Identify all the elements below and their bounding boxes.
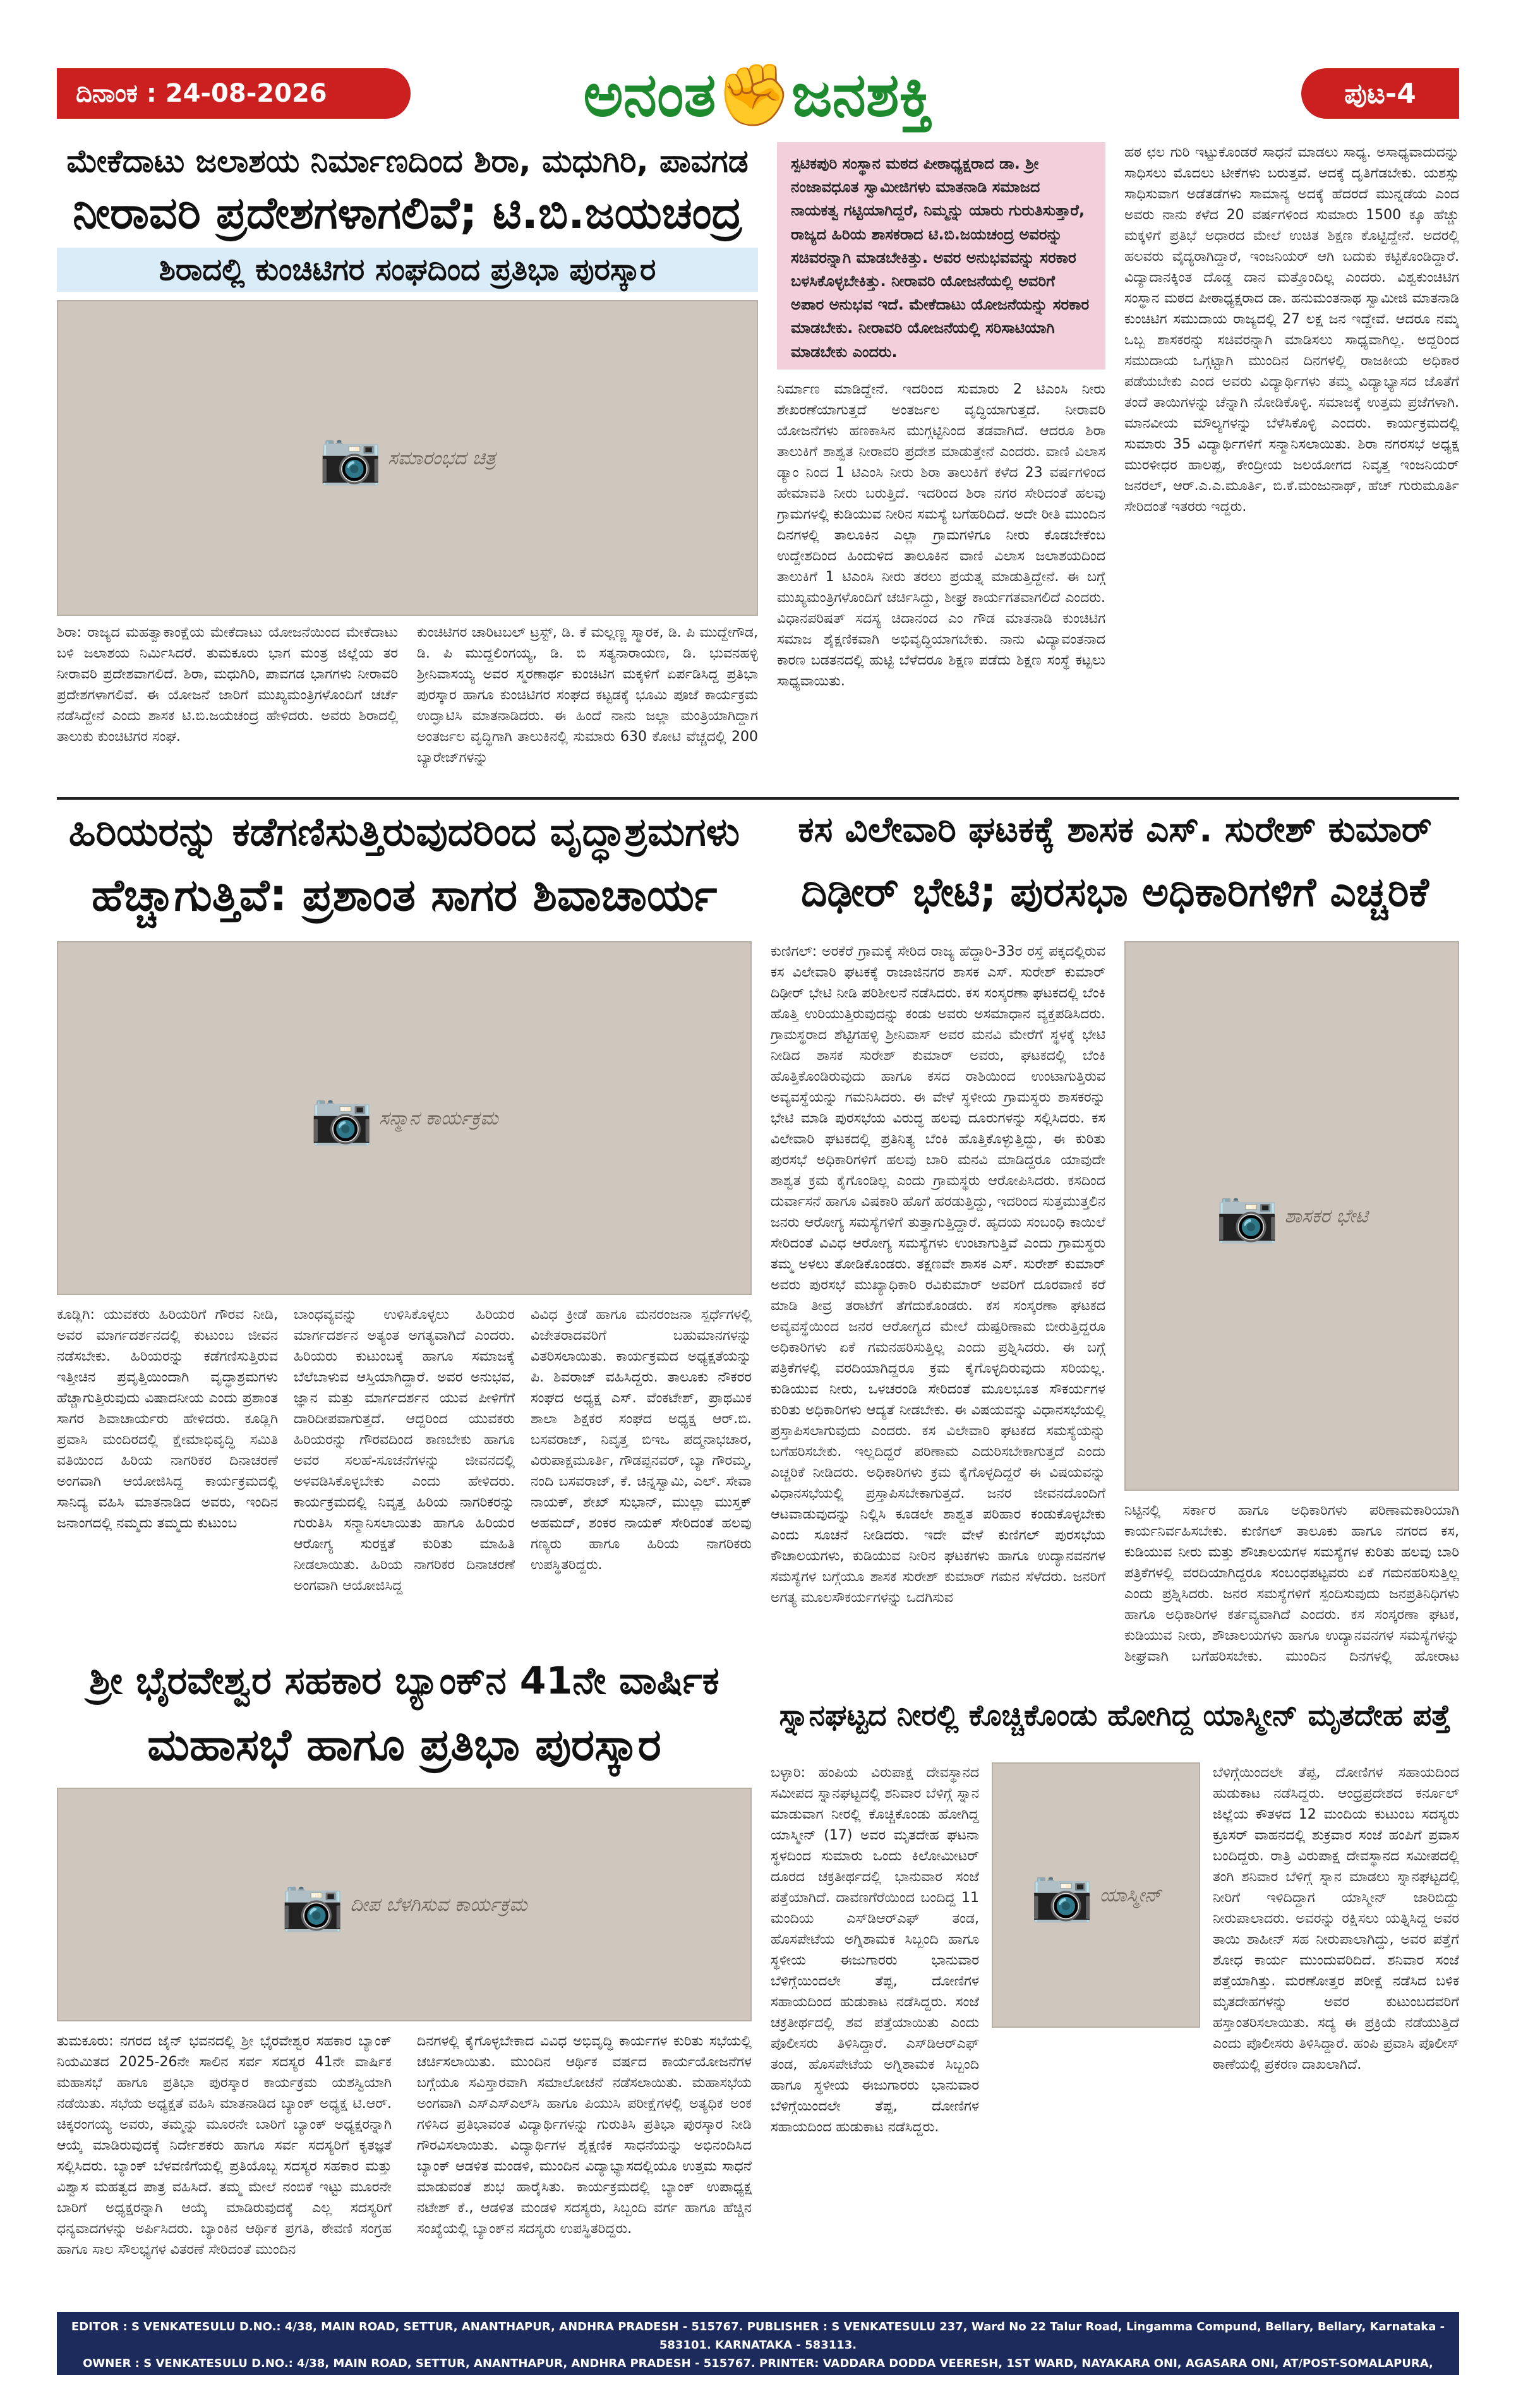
story4-headline-2: ಮಹಾಸಭೆ ಹಾಗೂ ಪ್ರತಿಭಾ ಪುರಸ್ಕಾರ xyxy=(147,1719,661,1771)
divider xyxy=(57,797,1459,800)
story5-col1: ಬಳ್ಳಾರಿ: ಹಂಪಿಯ ವಿರುಪಾಕ್ಷ ದೇವಸ್ಥಾನದ ಸಮೀಪದ ಸ್ನಾನಘಟ್ಟದಲ್ಲಿ ಶನಿವಾರ ಬೆಳಿಗ್ಗೆ ಸ್ನಾನ ಮಾಡುವಾಗ ನೀರಲ್ಲಿ ಕೊಚ್ಚಿಕೊಂಡು ಹೋಗಿದ್ದ ಯಾಸ್ಮೀನ್ (17) ಅವರ ಮೃತದೇಹ ಘಟನಾ ಸ್ಥಳದಿಂದ ಸುಮಾರು ಒಂದು ಕಿಲೋಮೀಟರ್ ದೂರದ ಚಕ್ರತೀರ್ಥದಲ್ಲಿ ಭಾನುವಾರ ಸಂಜೆ ಪತ್ತೆಯಾಗಿದೆ. ದಾವಣಗೆರೆಯಿಂದ ಬಂದಿದ್ದ 11 ಮಂದಿಯ ಎಸ್‌ಡಿಆರ್‌ಎಫ್ ತಂಡ, ಹೊಸಪೇಟೆಯ ಅಗ್ನಿಶಾಮಕ ಸಿಬ್ಬಂದಿ ಹಾಗೂ ಸ್ಥಳೀಯ ಈಜುಗಾರರು ಭಾನುವಾರ ಬೆಳಿಗ್ಗೆಯಿಂದಲೇ ತೆಪ್ಪ, ದೋಣಿಗಳ ಸಹಾಯದಿಂದ ಹುಡುಕಾಟ ನಡೆಸಿದ್ದರು. ಸಂಜೆ ಚಕ್ರತೀರ್ಥದಲ್ಲಿ ಶವ ಪತ್ತೆಯಾಯಿತು ಎಂದು ಪೊಲೀಸರು ತಿಳಿಸಿದ್ದಾರೆ. ಎಸ್‌ಡಿಆರ್‌ಎಫ್ ತಂಡ, ಹೊಸಪೇಟೆಯ ಅಗ್ನಿಶಾಮಕ ಸಿಬ್ಬಂದಿ ಹಾಗೂ ಸ್ಥಳೀಯ ಈಜುಗಾರರು ಭಾನುವಾರ ಬೆಳಿಗ್ಗೆಯಿಂದಲೇ ತೆಪ್ಪ, ದೋಣಿಗಳ ಸಹಾಯದಿಂದ ಹುಡುಕಾಟ ನಡೆಸಿದ್ದರು. xyxy=(771,1765,979,2135)
story1-col2: ಕುಂಚಿಟಿಗರ ಚಾರಿಟಬಲ್ ಟ್ರಸ್ಟ್, ಡಿ. ಕೆ ಮಲ್ಲಣ್ಣ ಸ್ಮಾರಕ, ಡಿ. ಪಿ ಮುದ್ದೇಗೌಡ, ಡಿ. ಪಿ ಮುದ್ದಲಿಂಗಯ್ಯ, ಡಿ. ಬಿ ಸತ್ಯನಾರಾಯಣ, ಡಿ. ಭುವನಹಳ್ಳಿ ಶ್ರೀನಿವಾಸಯ್ಯ ಅವರ ಸ್ಮರಣಾರ್ಥ ಕುಂಚಿಟಿಗ ಮಕ್ಕಳಿಗೆ ಏರ್ಪಡಿಸಿದ್ದ ಪ್ರತಿಭಾ ಪುರಸ್ಕಾರ ಹಾಗೂ ಕುಂಚಿಟಿಗರ ಸಂಘದ ಕಟ್ಟಡಕ್ಕೆ ಭೂಮಿ ಪೂಜೆ ಕಾರ್ಯಕ್ರಮ ಉದ್ಘಾಟಿಸಿ ಮಾತನಾಡಿದರು. ಈ ಹಿಂದೆ ನಾನು ಜಲ್ಲಾ ಮಂತ್ರಿಯಾಗಿದ್ದಾಗ ಅಂತರ್ಜಲ ವೃದ್ಧಿಗಾಗಿ ತಾಲುಕಿನಲ್ಲಿ ಸುಮಾರು 630 ಕೋಟಿ ವೆಚ್ಚದಲ್ಲಿ 200 ಬ್ಯಾರೇಜ್‌ಗಳನ್ನು xyxy=(417,625,758,766)
page-number: ಪುಟ-4 xyxy=(1301,68,1459,119)
story3-body: ಕುಣಿಗಲ್: ಅರಕೆರೆ ಗ್ರಾಮಕ್ಕೆ ಸೇರಿದ ರಾಜ್ಯ ಹೆದ್ದಾರಿ-33ರ ರಸ್ತೆ ಪಕ್ಕದಲ್ಲಿರುವ ಕಸ ವಿಲೇವಾರಿ ಘಟಕಕ್ಕೆ ರಾಜಾಜಿನಗರ ಶಾಸಕ ಎಸ್. ಸುರೇಶ್ ಕುಮಾರ್ ದಿಢೀರ್ ಭೇಟಿ ನೀಡಿ ಪರಿಶೀಲನೆ ನಡೆಸಿದರು. ಕಸ ಸಂಸ್ಕರಣಾ ಘಟಕದಲ್ಲಿ ಬೆಂಕಿ ಹೊತ್ತಿ ಉರಿಯುತ್ತಿರುವುದನ್ನು ಕಂಡು ಅವರು ಅಸಮಾಧಾನ ವ್ಯಕ್ತಪಡಿಸಿದರು. ಗ್ರಾಮಸ್ಥರಾದ ಶೆಟ್ಟಿಗಹಳ್ಳಿ ಶ್ರೀನಿವಾಸ್ ಅವರ ಮನವಿ ಮೇರೆಗೆ ಸ್ಥಳಕ್ಕೆ ಭೇಟಿ ನೀಡಿದ ಶಾಸಕ ಸುರೇಶ್ ಕುಮಾರ್ ಅವರು, ಘಟಕದಲ್ಲಿ ಬೆಂಕಿ ಹೊತ್ತಿಕೊಂಡಿರುವುದು ಹಾಗೂ ಕಸದ ರಾಶಿಯಿಂದ ಉಂಟಾಗುತ್ತಿರುವ ಅವ್ಯವಸ್ಥೆಯನ್ನು ಗಮನಿಸಿದರು. ಈ ವೇಳೆ ಸ್ಥಳೀಯ ಗ್ರಾಮಸ್ಥರು ಶಾಸಕರನ್ನು ಭೇಟಿ ಮಾಡಿ ಪುರಸಭೆಯ ವಿರುದ್ಧ ಹಲವು ದೂರುಗಳನ್ನು ಸಲ್ಲಿಸಿದರು. ಕಸ ವಿಲೇವಾರಿ ಘಟಕದಲ್ಲಿ ಪ್ರತಿನಿತ್ಯ ಬೆಂಕಿ ಹೊತ್ತಿಕೊಳ್ಳುತ್ತಿದ್ದು, ಈ ಕುರಿತು ಪುರಸಭೆ ಅಧಿಕಾರಿಗಳಿಗೆ ಹಲವು ಬಾರಿ ಮನವಿ ಮಾಡಿದ್ದರೂ ಯಾವುದೇ ಶಾಶ್ವತ ಕ್ರಮ ಕೈಗೊಂಡಿಲ್ಲ ಎಂದು ಗ್ರಾಮಸ್ಥರು ಆರೋಪಿಸಿದರು. ಕಸದಿಂದ ದುರ್ವಾಸನೆ ಹಾಗೂ ವಿಷಕಾರಿ ಹೊಗೆ ಹರಡುತ್ತಿದ್ದು, ಇದರಿಂದ ಸುತ್ತಮುತ್ತಲಿನ ಜನರು ಆರೋಗ್ಯ ಸಮಸ್ಯೆಗಳಿಗೆ ತುತ್ತಾಗುತ್ತಿದ್ದಾರೆ. ಹೃದಯ ಸಂಬಂಧಿ ಕಾಯಿಲೆ ಸೇರಿದಂತೆ ವಿವಿಧ ಆರೋಗ್ಯ ಸಮಸ್ಯೆಗಳು ಉಂಟಾಗುತ್ತಿವೆ ಎಂದು ಗ್ರಾಮಸ್ಥರು ತಮ್ಮ ಅಳಲು ತೋಡಿಕೊಂಡರು. ತಕ್ಷಣವೇ ಶಾಸಕ ಎಸ್. ಸುರೇಶ್ ಕುಮಾರ್ ಅವರು ಪುರಸಭೆ ಮುಖ್ಯಾಧಿಕಾರಿ ರವಿಕುಮಾರ್ ಅವರಿಗೆ ದೂರವಾಣಿ ಕರೆ ಮಾಡಿ ತೀವ್ರ ತರಾಟೆಗೆ ತೆಗೆದುಕೊಂಡರು. ಕಸ ಸಂಸ್ಕರಣಾ ಘಟಕದ ಅವ್ಯವಸ್ಥೆಯಿಂದ ಜನರ ಆರೋಗ್ಯದ ಮೇಲೆ ದುಷ್ಪರಿಣಾಮ ಬೀರುತ್ತಿದ್ದರೂ ಅಧಿಕಾರಿಗಳು ಏಕೆ ಗಮನಹರಿಸುತ್ತಿಲ್ಲ ಎಂದು ಪ್ರಶ್ನಿಸಿದರು. ಈ ಬಗ್ಗೆ ಪತ್ರಿಕೆಗಳಲ್ಲಿ ವರದಿಯಾಗಿದ್ದರೂ ಕ್ರಮ ಕೈಗೊಳ್ಳದಿರುವುದು ಸರಿಯಲ್ಲ. ಕುಡಿಯುವ ನೀರು, ಒಳಚರಂಡಿ ಸೇರಿದಂತೆ ಮೂಲಭೂತ ಸೌಕರ್ಯಗಳ ಕುರಿತು ಅಧಿಕಾರಿಗಳು ಆದ್ಯತೆ ನೀಡಬೇಕು. ಈ ವಿಷಯವನ್ನು ವಿಧಾನಸಭೆಯಲ್ಲಿ ಪ್ರಸ್ತಾಪಿಸಲಾಗುವುದು ಎಂದರು. ಕಸ ವಿಲೇವಾರಿ ಘಟಕದ ಸಮಸ್ಯೆಯನ್ನು ಬಗೆಹರಿಸಬೇಕು. ಇಲ್ಲದಿದ್ದರೆ ಪರಿಣಾಮ ಎದುರಿಸಬೇಕಾಗುತ್ತದೆ ಎಂದು ಎಚ್ಚರಿಕೆ ನೀಡಿದರು. ಅಧಿಕಾರಿಗಳು ಕ್ರಮ ಕೈಗೊಳ್ಳದಿದ್ದರೆ ಈ ವಿಷಯವನ್ನು ವಿಧಾನಸಭೆಯಲ್ಲಿ ಪ್ರಸ್ತಾಪಿಸಬೇಕಾಗುತ್ತದೆ. ಜನರ ಜೀವನದೊಂದಿಗೆ ಆಟವಾಡುವುದನ್ನು ನಿಲ್ಲಿಸಿ ಕೂಡಲೇ ಶಾಶ್ವತ ಪರಿಹಾರ ಕಂಡುಕೊಳ್ಳಬೇಕು ಎಂದು ಸೂಚನೆ ನೀಡಿದರು. ಇದೇ ವೇಳೆ ಕುಣಿಗಲ್ ಪುರಸಭೆಯ ಕೌಚಾಲಯಗಳು, ಕುಡಿಯುವ ನೀರಿನ ಘಟಕಗಳು ಹಾಗೂ ಉದ್ಯಾನವನಗಳ ಸಮಸ್ಯೆಗಳ ಬಗ್ಗೆಯೂ ಶಾಸಕ ಸುರೇಶ್ ಕುಮಾರ್ ಗಮನ ಸೆಳೆದರು. ಜನರಿಗೆ ಅಗತ್ಯ ಮೂಲಸೌಕರ್ಯಗಳನ್ನು ಒದಗಿಸುವ xyxy=(771,944,1105,1606)
story1-kicker: ಮೇಕೆದಾಟು ಜಲಾಶಯ ನಿರ್ಮಾಣದಿಂದ ಶಿರಾ, ಮಧುಗಿರಿ, ಪಾವಗಡ xyxy=(66,143,749,179)
story3-headline-1: ಕಸ ವಿಲೇವಾರಿ ಘಟಕಕ್ಕೆ ಶಾಸಕ ಎಸ್. ಸುರೇಶ್ ಕುಮಾರ್ xyxy=(798,809,1432,850)
camera-icon: 📷 xyxy=(281,1875,344,1934)
story1-subhead: ಶಿರಾದಲ್ಲಿ ಕುಂಚಿಟಿಗರ ಸಂಘದಿಂದ ಪ್ರತಿಭಾ ಪುರಸ್ಕಾರ xyxy=(57,248,758,292)
title-right: ಜನಶಕ್ತಿ xyxy=(791,59,933,130)
title-left: ಅನಂತ xyxy=(583,59,716,130)
story2-col2: ಬಾಂಧವ್ಯವನ್ನು ಉಳಿಸಿಕೊಳ್ಳಲು ಹಿರಿಯರ ಮಾರ್ಗದರ್ಶನ ಅತ್ಯಂತ ಅಗತ್ಯವಾಗಿದೆ ಎಂದರು. ಹಿರಿಯರು ಕುಟುಂಬಕ್ಕೆ ಹಾಗೂ ಸಮಾಜಕ್ಕೆ ಬೆಲೆಬಾಳುವ ಆಸ್ತಿಯಾಗಿದ್ದಾರೆ. ಅವರ ಅನುಭವ, ಜ್ಞಾನ ಮತ್ತು ಮಾರ್ಗದರ್ಶನ ಯುವ ಪೀಳಿಗೆಗೆ ದಾರಿದೀಪವಾಗುತ್ತದೆ. ಆದ್ದರಿಂದ ಯುವಕರು ಹಿರಿಯರನ್ನು ಗೌರವದಿಂದ ಕಾಣಬೇಕು ಹಾಗೂ ಅವರ ಸಲಹೆ-ಸೂಚನೆಗಳನ್ನು ಜೀವನದಲ್ಲಿ ಅಳವಡಿಸಿಕೊಳ್ಳಬೇಕು ಎಂದು ಹೇಳಿದರು. ಕಾರ್ಯಕ್ರಮದಲ್ಲಿ ನಿವೃತ್ತ ಹಿರಿಯ ನಾಗರಿಕರನ್ನು ಗುರುತಿಸಿ ಸನ್ಮಾನಿಸಲಾಯಿತು ಹಾಗೂ ಹಿರಿಯರ ಆರೋಗ್ಯ ಸುರಕ್ಷತೆ ಕುರಿತು ಮಾಹಿತಿ ನೀಡಲಾಯಿತು. ಹಿರಿಯ ನಾಗರಿಕರ ದಿನಾಚರಣೆ ಅಂಗವಾಗಿ ಆಯೋಜಿಸಿದ್ದ xyxy=(294,1307,515,1594)
story1-quote-box: ಸ್ಪಟಿಕಪುರಿ ಸಂಸ್ಥಾನ ಮಠದ ಪೀಠಾಧ್ಯಕ್ಷರಾದ ಡಾ. ಶ್ರೀ ನಂಜಾವಧೂತ ಸ್ವಾಮೀಜಿಗಳು ಮಾತನಾಡಿ ಸಮಾಜದ ನಾಯಕತ್ವ ಗಟ್ಟಿಯಾಗಿದ್ದರೆ, ನಿಮ್ಮನ್ನು ಯಾರು ಗುರುತಿಸುತ್ತಾರೆ, ರಾಜ್ಯದ ಹಿರಿಯ ಶಾಸಕರಾದ ಟಿ.ಬಿ.ಜಯಚಂದ್ರ ಅವರನ್ನು ಸಚಿವರನ್ನಾಗಿ ಮಾಡಬೇಕಿತ್ತು. ಅವರ ಅನುಭವವನ್ನು ಸರಕಾರ ಬಳಸಿಕೊಳ್ಳಬೇಕಿತ್ತು. ನೀರಾವರಿ ಯೋಜನೆಯಲ್ಲಿ ಅವರಿಗೆ ಅಪಾರ ಅನುಭವ ಇದೆ. ಮೇಕೆದಾಟು ಯೋಜನೆಯನ್ನು ಸರಕಾರ ಮಾಡಬೇಕು. ನೀರಾವರಿ ಯೋಜನೆಯಲ್ಲಿ ಸರಿಸಾಟಿಯಾಗಿ ಮಾಡಬೇಕು ಎಂದರು. xyxy=(777,142,1105,370)
story1-headline: ನೀರಾವರಿ ಪ್ರದೇಶಗಳಾಗಲಿವೆ; ಟಿ.ಬಿ.ಜಯಚಂದ್ರ xyxy=(73,187,742,239)
story3-photo xyxy=(1124,941,1459,1491)
story5-photo xyxy=(992,1762,1200,2028)
story4-col1: ತುಮಕೂರು: ನಗರದ ಜೈನ್ ಭವನದಲ್ಲಿ ಶ್ರೀ ಭೈರವೇಶ್ವರ ಸಹಕಾರ ಬ್ಯಾಂಕ್ ನಿಯಮಿತದ 2025-26ನೇ ಸಾಲಿನ ಸರ್ವ ಸದಸ್ಯರ 41ನೇ ವಾರ್ಷಿಕ ಮಹಾಸಭೆ ಹಾಗೂ ಪ್ರತಿಭಾ ಪುರಸ್ಕಾರ ಕಾರ್ಯಕ್ರಮ ಯಶಸ್ವಿಯಾಗಿ ನಡೆಯಿತು. ಸಭೆಯ ಅಧ್ಯಕ್ಷತೆ ವಹಿಸಿ ಮಾತನಾಡಿದ ಬ್ಯಾಂಕ್ ಅಧ್ಯಕ್ಷ ಟಿ.ಆರ್. ಚಿಕ್ಕರಂಗಯ್ಯ ಅವರು, ತಮ್ಮನ್ನು ಮೂರನೇ ಬಾರಿಗೆ ಬ್ಯಾಂಕ್ ಅಧ್ಯಕ್ಷರನ್ನಾಗಿ ಆಯ್ಕೆ ಮಾಡಿರುವುದಕ್ಕೆ ನಿರ್ದೇಶಕರು ಹಾಗೂ ಸರ್ವ ಸದಸ್ಯರಿಗೆ ಕೃತಜ್ಞತೆ ಸಲ್ಲಿಸಿದರು. ಬ್ಯಾಂಕ್ ಬೆಳವಣಿಗೆಯಲ್ಲಿ ಪ್ರತಿಯೊಬ್ಬ ಸದಸ್ಯರ ಸಹಕಾರ ಮತ್ತು ವಿಶ್ವಾಸ ಮಹತ್ವದ ಪಾತ್ರ ವಹಿಸಿದೆ. ತಮ್ಮ ಮೇಲೆ ನಂಬಿಕೆ ಇಟ್ಟು ಮೂರನೇ ಬಾರಿಗೆ ಅಧ್ಯಕ್ಷರನ್ನಾಗಿ ಆಯ್ಕೆ ಮಾಡಿರುವುದಕ್ಕೆ ಎಲ್ಲ ಸದಸ್ಯರಿಗೆ ಧನ್ಯವಾದಗಳನ್ನು ಅರ್ಪಿಸಿದರು. ಬ್ಯಾಂಕಿನ ಆರ್ಥಿಕ ಪ್ರಗತಿ, ಠೇವಣಿ ಸಂಗ್ರಹ ಹಾಗೂ ಸಾಲ ಸೌಲಭ್ಯಗಳ ವಿತರಣೆ ಸೇರಿದಂತೆ ಮುಂದಿನ xyxy=(57,2033,392,2258)
story4-headline-1: ಶ್ರೀ ಭೈರವೇಶ್ವರ ಸಹಕಾರ ಬ್ಯಾಂಕ್‌ನ 41ನೇ ವಾರ್ಷಿಕ xyxy=(89,1659,719,1703)
story1-col1: ಶಿರಾ: ರಾಜ್ಯದ ಮಹತ್ವಾಕಾಂಕ್ಷೆಯ ಮೇಕೆದಾಟು ಯೋಜನೆಯಿಂದ ಮೇಕೆದಾಟು ಬಳಿ ಜಲಾಶಯ ನಿರ್ಮಿಸಿದರೆ. ತುಮಕೂರು ಭಾಗ ಮಂತ್ರ ಜಿಲ್ಲೆಯ ತರ ನೀರಾವರಿ ಪ್ರದೇಶವಾಗಲಿದೆ. ಶಿರಾ, ಮಧುಗಿರಿ, ಪಾವಗಡ ಭಾಗಗಳು ನೀರಾವರಿ ಪ್ರದೇಶಗಳಾಗಲಿವೆ. ಈ ಯೋಜನೆ ಜಾರಿಗೆ ಮುಖ್ಯಮಂತ್ರಿಗಳೊಂದಿಗೆ ಚರ್ಚೆ ನಡೆಸಿದ್ದೇನೆ ಎಂದು ಶಾಸಕ ಟಿ.ಬಿ.ಜಯಚಂದ್ರ ಹೇಳಿದರು. ಅವರು ಶಿರಾದಲ್ಲಿ ತಾಲುಕು ಕುಂಚಿಟಿಗರ ಸಂಘ. xyxy=(57,625,398,745)
story1-photo xyxy=(57,300,758,616)
story1-col4: ಹಠ ಛಲ ಗುರಿ ಇಟ್ಟುಕೊಂಡರೆ ಸಾಧನೆ ಮಾಡಲು ಸಾಧ್ಯ. ಅಸಾಧ್ಯವಾದುದನ್ನು ಸಾಧಿಸಲು ಮೊದಲು ಟೀಕೆಗಳು ಬರುತ್ತವೆ. ಆದಕ್ಕೆ ದೃತಿಗೆಡಬೇಕು. ಯಶಸ್ಸು ಸಾಧಿಸುವಾಗ ಅಡೆತಡೆಗಳು ಸಾಮಾನ್ಯ ಅದಕ್ಕೆ ಹೆದರದೆ ಮುನ್ನಡೆಯ ಎಂದ ಅವರು ನಾನು ಕಳೆದ 20 ವರ್ಷಗಳಿಂದ ಸುಮಾರು 1500 ಕ್ಕೂ ಹೆಚ್ಚು ಮಕ್ಕಳಿಗೆ ಪ್ರತಿಭೆ ಅಧಾರದ ಮೇಲೆ ಉಚಿತ ಶಿಕ್ಷಣ ಕೊಟ್ಟಿದ್ದೇನೆ. ಅದರಲ್ಲಿ ಹಲವರು ವೈದ್ಯರಾಗಿದ್ದಾರೆ, ಇಂಜನಿಯರ್ ಆಗಿ ಬದುಕು ಕಟ್ಟಿಕೊಂಡಿದ್ದಾರೆ. ವಿದ್ಯಾದಾನಕ್ಕಿಂತ ದೊಡ್ಡ ದಾನ ಮತ್ತೊಂದಿಲ್ಲ ಎಂದರು. ವಿಶ್ವಕುಂಚಿಟಿಗ ಸಂಸ್ಥಾನ ಮಠದ ಪೀಠಾಧ್ಯಕ್ಷರಾದ ಡಾ. ಹನುಮಂತನಾಥ ಸ್ವಾಮೀಜಿ ಮಾತನಾಡಿ ಕುಂಚಿಟಿಗ ಸಮುದಾಯ ರಾಜ್ಯದಲ್ಲಿ 27 ಲಕ್ಷ ಜನ ಇದ್ದೇವೆ. ಆದರೂ ನಮ್ಮ ಒಬ್ಬ ಶಾಸಕರನ್ನು ಸಚಿವರನ್ನಾಗಿ ಮಾಡಿಸಲು ಸಾಧ್ಯವಾಗಿಲ್ಲ. ಅದ್ದರಿಂದ ಸಮುದಾಯ ಒಗ್ಗಟ್ಟಾಗಿ ಮುಂದಿನ ದಿನಗಳಲ್ಲಿ ರಾಜಕೀಯ ಅಧಿಕಾರ ಪಡೆಯಬೇಕು ಎಂದ ಅವರು ವಿದ್ಯಾರ್ಥಿಗಳು ತಮ್ಮ ವಿದ್ಯಾಭ್ಯಾಸದ ಜೊತೆಗೆ ತಂದೆ ತಾಯಿಗಳನ್ನು ಚೆನ್ನಾಗಿ ನೋಡಿಕೊಳ್ಳಿ. ಸಮಾಜಕ್ಕೆ ಉತ್ತಮ ಪ್ರಜೆಗಳಾಗಿ. ಮಾನವೀಯ ಮೌಲ್ಯಗಳನ್ನು ಬೆಳೆಸಿಕೊಳ್ಳಿ ಎಂದರು. ಕಾರ್ಯಕ್ರಮದಲ್ಲಿ ಸುಮಾರು 35 ವಿದ್ಯಾರ್ಥಿಗಳಿಗೆ ಸನ್ಮಾನಿಸಲಾಯಿತು. ಶಿರಾ ನಗರಸಭೆ ಅಧ್ಯಕ್ಷ ಮುರಳೀಧರ ಹಾಲಪ್ಪ, ಕೇಂದ್ರೀಯ ಜಲಯೋಗದ ನಿವೃತ್ತ ಇಂಜನಿಯರ್ ಜನರಲ್, ಆರ್.ಎ.ಎ.ಮೂರ್ತಿ, ಬಿ.ಕೆ.ಮಂಜುನಾಥ್, ಹೆಚ್ ಗುರುಮೂರ್ತಿ ಸೇರಿದಂತೆ ಇತರರು ಇದ್ದರು. xyxy=(1124,145,1459,515)
story2-headline-2: ಹೆಚ್ಚಾಗುತ್ತಿವೆ: ಪ್ರಶಾಂತ ಸಾಗರ ಶಿವಾಚಾರ್ಯ xyxy=(91,869,718,921)
story4-photo xyxy=(57,1788,752,2021)
date-label: ದಿನಾಂಕ : 24-08-2026 xyxy=(57,68,411,119)
story2-col3: ವಿವಿಧ ಕ್ರೀಡೆ ಹಾಗೂ ಮನರಂಜನಾ ಸ್ಪರ್ಧೆಗಳಲ್ಲಿ ವಿಜೇತರಾದವರಿಗೆ ಬಹುಮಾನಗಳನ್ನು ವಿತರಿಸಲಾಯಿತು. ಕಾರ್ಯಕ್ರಮದ ಅಧ್ಯಕ್ಷತೆಯನ್ನು ಪಿ. ಶಿವರಾಜ್ ವಹಿಸಿದ್ದರು. ತಾಲೂಕು ನೌಕರರ ಸಂಘದ ಅಧ್ಯಕ್ಷ ಎಸ್. ವೆಂಕಟೇಶ್, ಪ್ರಾಥಮಿಕ ಶಾಲಾ ಶಿಕ್ಷಕರ ಸಂಘದ ಅಧ್ಯಕ್ಷ ಆರ್.ಬಿ. ಬಸವರಾಜ್, ನಿವೃತ್ತ ಬಿಇಒ ಪದ್ಮನಾಭಚಾರ, ವಿರುಪಾಕ್ಷಮೂರ್ತಿ, ಗೌಡಪ್ಪನವರ್, ಬ್ಯಾ ಗೌರಮ್ಮ, ನಂದಿ ಬಸವರಾಜ್, ಕೆ. ಚಿನ್ನಸ್ವಾಮಿ, ಎಲ್. ಸೇವಾ ನಾಯಕ್, ಶೇಖ್ ಸುಭಾನ್, ಮುಲ್ಲಾ ಮುಸ್ತಕ್ ಅಹಮದ್, ಶಂಕರ ನಾಯಕ್ ಸೇರಿದಂತೆ ಹಲವು ಗಣ್ಯರು ಹಾಗೂ ಹಿರಿಯ ನಾಗರಿಕರು ಉಪಸ್ಥಿತರಿದ್ದರು. xyxy=(531,1307,752,1573)
newspaper-title xyxy=(556,57,960,133)
story3-photo-caption: ಶಾಸಕರ ಭೇಟಿ xyxy=(1284,1205,1368,1227)
camera-icon: 📷 xyxy=(1215,1186,1279,1245)
story5-photo-caption: ಯಾಸ್ಮೀನ್ xyxy=(1099,1884,1162,1906)
story2-photo xyxy=(57,941,752,1295)
fist-icon: ✊ xyxy=(716,59,791,130)
story3-side: ನಿಟ್ಟಿನಲ್ಲಿ ಸರ್ಕಾರ ಹಾಗೂ ಅಧಿಕಾರಿಗಳು ಪರಿಣಾಮಕಾರಿಯಾಗಿ ಕಾರ್ಯನಿರ್ವಹಿಸಬೇಕು. ಕುಣಿಗಲ್ ತಾಲೂಕು ಹಾಗೂ ನಗರದ ಕಸ, ಕುಡಿಯುವ ನೀರು ಮತ್ತು ಶೌಚಾಲಯಗಳ ಸಮಸ್ಯೆಗಳ ಕುರಿತು ಹಲವು ಬಾರಿ ಪತ್ರಿಕೆಗಳಲ್ಲಿ ವರದಿಯಾಗಿದ್ದರೂ ಸಂಬಂಧಪಟ್ಟವರು ಏಕೆ ಗಮನಹರಿಸುತ್ತಿಲ್ಲ ಎಂದು ಪ್ರಶ್ನಿಸಿದರು. ಜನರ ಸಮಸ್ಯೆಗಳಿಗೆ ಸ್ಪಂದಿಸುವುದು ಜನಪ್ರತಿನಿಧಿಗಳು ಹಾಗೂ ಅಧಿಕಾರಿಗಳ ಕರ್ತವ್ಯವಾಗಿದೆ ಎಂದರು. ಕಸ ಸಂಸ್ಕರಣಾ ಘಟಕ, ಕುಡಿಯುವ ನೀರು, ಶೌಚಾಲಯಗಳು ಹಾಗೂ ಉದ್ಯಾನವನಗಳ ಸಮಸ್ಯೆಗಳನ್ನು ಶೀಘ್ರವಾಗಿ ಬಗೆಹರಿಸಬೇಕು. ಮುಂದಿನ ದಿನಗಳಲ್ಲಿ ಹೋರಾಟ xyxy=(1124,1503,1459,1665)
story4-photo-caption: ದೀಪ ಬೆಳಗಿಸುವ ಕಾರ್ಯಕ್ರಮ xyxy=(350,1893,527,1916)
story2-headline-1: ಹಿರಿಯರನ್ನು ಕಡೆಗಣಿಸುತ್ತಿರುವುದರಿಂದ ವೃದ್ಧಾಶ್ರಮಗಳು xyxy=(68,809,740,855)
camera-icon: 📷 xyxy=(310,1088,373,1147)
imprint-line-1: EDITOR : S VENKATESULU D.NO.: 4/38, MAIN ROAD, SETTUR, ANANTHAPUR, ANDHRA PRADESH - 515767. PUBLISHER : S VENKATESULU 237, Ward No 22 Talur Road, Lingamma Compund, Bellary, Bellary, Karnataka - 583101. KARNATAKA - 583113. xyxy=(71,2320,1445,2352)
camera-icon: 📷 xyxy=(1030,1865,1094,1924)
imprint-line-2: OWNER : S VENKATESULU D.NO.: 4/38, MAIN ROAD, SETTUR, ANANTHAPUR, ANDHRA PRADESH - 515767. PRINTER: VADDARA DODDA VEERESH, 1ST WARD, NAYAKARA ONI, AGASARA ONI, AT/POST-SOMALAPURA, BELLARY, KARNATAKA - 583101. xyxy=(83,2356,1433,2388)
story2-col1: ಕೂಡ್ಲಿಗಿ: ಯುವಕರು ಹಿರಿಯರಿಗೆ ಗೌರವ ನೀಡಿ, ಅವರ ಮಾರ್ಗದರ್ಶನದಲ್ಲಿ ಕುಟುಂಬ ಜೀವನ ನಡೆಸಬೇಕು. ಹಿರಿಯರನ್ನು ಕಡೆಗಣಿಸುತ್ತಿರುವ ಇತ್ತೀಚಿನ ಪ್ರವೃತ್ತಿಯಿಂದಾಗಿ ವೃದ್ಧಾಶ್ರಮಗಳು ಹೆಚ್ಚಾಗುತ್ತಿರುವುದು ವಿಷಾದನೀಯ ಎಂದು ಪ್ರಶಾಂತ ಸಾಗರ ಶಿವಾಚಾರ್ಯರು ಹೇಳಿದರು. ಕೂಡ್ಲಿಗಿ ಪ್ರವಾಸಿ ಮಂದಿರದಲ್ಲಿ ಕ್ಷೇಮಾಭಿವೃದ್ಧಿ ಸಮಿತಿ ವತಿಯಿಂದ ಹಿರಿಯ ನಾಗರಿಕರ ದಿನಾಚರಣೆ ಅಂಗವಾಗಿ ಆಯೋಜಿಸಿದ್ದ ಕಾರ್ಯಕ್ರಮದಲ್ಲಿ ಸಾನಿದ್ಯ ವಹಿಸಿ ಮಾತನಾಡಿದ ಅವರು, ಇಂದಿನ ಜನಾಂಗದಲ್ಲಿ ನಮ್ಮದು ತಮ್ಮದು ಕುಟುಂಬ xyxy=(57,1307,278,1531)
camera-icon: 📷 xyxy=(318,428,382,487)
story1-photo-caption: ಸಮಾರಂಭದ ಚಿತ್ರ xyxy=(388,447,496,469)
story2-photo-caption: ಸನ್ಮಾನ ಕಾರ್ಯಕ್ರಮ xyxy=(379,1107,498,1129)
story1-col3: ನಿರ್ಮಾಣ ಮಾಡಿದ್ದೇನೆ. ಇದರಿಂದ ಸುಮಾರು 2 ಟಿಎಂಸಿ ನೀರು ಶೇಖರಣೆಯಾಗುತ್ತದೆ ಅಂತರ್ಜಲ ವೃದ್ಧಿಯಾಗುತ್ತದೆ. ನೀರಾವರಿ ಯೋಜನೆಗಳು ಹಣಕಾಸಿನ ಮುಗ್ಗಟ್ಟಿನಿಂದ ತಡವಾಗಿದೆ. ಆದರೂ ಶಿರಾ ತಾಲುಕಿಗೆ ಶಾಶ್ವತ ನೀರಾವರಿ ಪ್ರದೇಶ ಮಾಡುತ್ತೇನೆ ಎಂದರು. ವಾಣಿ ವಿಲಾಸ ಡ್ಯಾಂ ನಿಂದ 1 ಟಿಎಂಸಿ ನೀರು ಶಿರಾ ತಾಲುಕಿಗೆ ಕಳೆದ 23 ವರ್ಷಗಳಿಂದ ಹೇಮಾವತಿ ನೀರು ಬರುತ್ತಿದೆ. ಇದರಿಂದ ಶಿರಾ ನಗರ ಸೇರಿದಂತೆ ಹಲವು ಗ್ರಾಮಗಳಲ್ಲಿ ಕುಡಿಯುವ ನೀರಿನ ಸಮಸ್ಯೆ ಬಗೆಹರಿದಿದೆ. ಅದೇ ರೀತಿ ಮುಂದಿನ ದಿನಗಳಲ್ಲಿ ತಾಲೂಕಿನ ಎಲ್ಲಾ ಗ್ರಾಮಗಳಿಗೂ ನೀರು ಕೊಡಬೇಕೆಂಬ ಉದ್ದೇಶದಿಂದ ಹಿಂದುಳಿದ ತಾಲೂಕಿನ ವಾಣಿ ವಿಲಾಸ ಜಲಾಶಯದಿಂದ ತಾಲುಕಿಗೆ 1 ಟಿಎಂಸಿ ನೀರು ತರಲು ಪ್ರಯತ್ನ ಮಾಡುತ್ತಿದ್ದೇನೆ. ಈ ಬಗ್ಗೆ ಮುಖ್ಯಮಂತ್ರಿಗಳೊಂದಿಗೆ ಚರ್ಚಿಸಿದ್ದು, ಶೀಘ್ರ ಕಾರ್ಯಗತವಾಗಲಿದೆ ಎಂದರು. ವಿಧಾನಪರಿಷತ್ ಸದಸ್ಯ ಚಿದಾನಂದ ಎಂ ಗೌಡ ಮಾತನಾಡಿ ಕುಂಚಿಟಿಗ ಸಮಾಜ ಶೈಕ್ಷಣಿಕವಾಗಿ ಅಭಿವೃದ್ಧಿಯಾಗಬೇಕು. ನಾನು ವಿದ್ಯಾವಂತನಾದ ಕಾರಣ ಬಡತನದಲ್ಲಿ ಹುಟ್ಟಿ ಬೆಳೆದರೂ ಶಿಕ್ಷಣ ಪಡೆದು ಶಿಕ್ಷಣ ಸಂಸ್ಥೆ ಕಟ್ಟಲು ಸಾಧ್ಯವಾಯಿತು. xyxy=(777,382,1105,689)
imprint-footer xyxy=(57,2312,1459,2388)
story5-col2: ಬೆಳಿಗ್ಗೆಯಿಂದಲೇ ತೆಪ್ಪ, ದೋಣಿಗಳ ಸಹಾಯದಿಂದ ಹುಡುಕಾಟ ನಡೆಸಿದ್ದರು. ಆಂಧ್ರಪ್ರದೇಶದ ಕರ್ನೂಲ್ ಜಿಲ್ಲೆಯ ಕೌತಳದ 12 ಮಂದಿಯ ಕುಟುಂಬ ಸದಸ್ಯರು ಕ್ರೂಸರ್ ವಾಹನದಲ್ಲಿ ಶುಕ್ರವಾರ ಸಂಜೆ ಹಂಪಿಗೆ ಪ್ರವಾಸ ಬಂದಿದ್ದರು. ರಾತ್ರಿ ವಿರುಪಾಕ್ಷ ದೇವಸ್ಥಾನದ ಸಮೀಪದಲ್ಲಿ ತಂಗಿ ಶನಿವಾರ ಬೆಳಿಗ್ಗೆ ಸ್ನಾನ ಮಾಡಲು ಸ್ನಾನಘಟ್ಟದಲ್ಲಿ ನೀರಿಗೆ ಇಳಿದಿದ್ದಾಗ ಯಾಸ್ಮೀನ್ ಜಾರಿಬಿದ್ದು ನೀರುಪಾಲಾದರು. ಅವರನ್ನು ರಕ್ಷಿಸಲು ಯತ್ನಿಸಿದ್ದ ಅವರ ತಾಯಿ ಶಾಹೀನ್ ಸಹ ನೀರುಪಾಲಾಗಿದ್ದು, ಅವರ ಪತ್ತೆಗೆ ಶೋಧ ಕಾರ್ಯ ಮುಂದುವರಿದಿದೆ. ಶನಿವಾರ ಸಂಜೆ ಪತ್ತೆಯಾಗಿತ್ತು. ಮರಣೋತ್ತರ ಪರೀಕ್ಷೆ ನಡೆಸಿದ ಬಳಿಕ ಮೃತದೇಹಗಳನ್ನು ಅವರ ಕುಟುಂಬದವರಿಗೆ ಹಸ್ತಾಂತರಿಸಲಾಯಿತು. ಸದ್ಯ ಈ ಪ್ರಕ್ರಿಯೆ ನಡೆಯುತ್ತಿದೆ ಎಂದು ಪೊಲೀಸರು ತಿಳಿಸಿದ್ದಾರೆ. ಹಂಪಿ ಪ್ರವಾಸಿ ಪೊಲೀಸ್ ಠಾಣೆಯಲ್ಲಿ ಪ್ರಕರಣ ದಾಖಲಾಗಿದೆ. xyxy=(1213,1765,1459,2073)
story5-headline: ಸ್ನಾನಘಟ್ಟದ ನೀರಲ್ಲಿ ಕೊಚ್ಚಿಕೊಂಡು ಹೋಗಿದ್ದ ಯಾಸ್ಮೀನ್ ಮೃತದೇಹ ಪತ್ತೆ xyxy=(779,1698,1451,1732)
story4-col2: ದಿನಗಳಲ್ಲಿ ಕೈಗೊಳ್ಳಬೇಕಾದ ವಿವಿಧ ಅಭಿವೃದ್ಧಿ ಕಾರ್ಯಗಳ ಕುರಿತು ಸಭೆಯಲ್ಲಿ ಚರ್ಚಿಸಲಾಯಿತು. ಮುಂದಿನ ಆರ್ಥಿಕ ವರ್ಷದ ಕಾರ್ಯಯೋಜನೆಗಳ ಬಗ್ಗೆಯೂ ಸವಿಸ್ತಾರವಾಗಿ ಸಮಾಲೋಚನೆ ನಡೆಸಲಾಯಿತು. ಮಹಾಸಭೆಯ ಅಂಗವಾಗಿ ಎಸ್‌ಎಸ್‌ಎಲ್‌ಸಿ ಹಾಗೂ ಪಿಯುಸಿ ಪರೀಕ್ಷೆಗಳಲ್ಲಿ ಅತ್ಯಧಿಕ ಅಂಕ ಗಳಿಸಿದ ಪ್ರತಿಭಾವಂತ ವಿದ್ಯಾರ್ಥಿಗಳನ್ನು ಗುರುತಿಸಿ ಪ್ರತಿಭಾ ಪುರಸ್ಕಾರ ನೀಡಿ ಗೌರವಿಸಲಾಯಿತು. ವಿದ್ಯಾರ್ಥಿಗಳ ಶೈಕ್ಷಣಿಕ ಸಾಧನೆಯನ್ನು ಅಭಿನಂದಿಸಿದ ಬ್ಯಾಂಕ್ ಆಡಳಿತ ಮಂಡಳಿ, ಮುಂದಿನ ವಿದ್ಯಾಭ್ಯಾಸದಲ್ಲಿಯೂ ಉತ್ತಮ ಸಾಧನೆ ಮಾಡುವಂತೆ ಶುಭ ಹಾರೈಸಿತು. ಕಾರ್ಯಕ್ರಮದಲ್ಲಿ ಬ್ಯಾಂಕ್ ಉಪಾಧ್ಯಕ್ಷ ನಟೇಶ್ ಕೆ., ಆಡಳಿತ ಮಂಡಳಿ ಸದಸ್ಯರು, ಸಿಬ್ಬಂದಿ ವರ್ಗ ಹಾಗೂ ಹೆಚ್ಚಿನ ಸಂಖ್ಯೆಯಲ್ಲಿ ಬ್ಯಾಂಕ್‌ನ ಸದಸ್ಯರು ಉಪಸ್ಥಿತರಿದ್ದರು. xyxy=(417,2033,752,2237)
story3-headline-2: ದಿಢೀರ್ ಭೇಟಿ; ಪುರಸಭಾ ಅಧಿಕಾರಿಗಳಿಗೆ ಎಚ್ಚರಿಕೆ xyxy=(801,869,1429,916)
